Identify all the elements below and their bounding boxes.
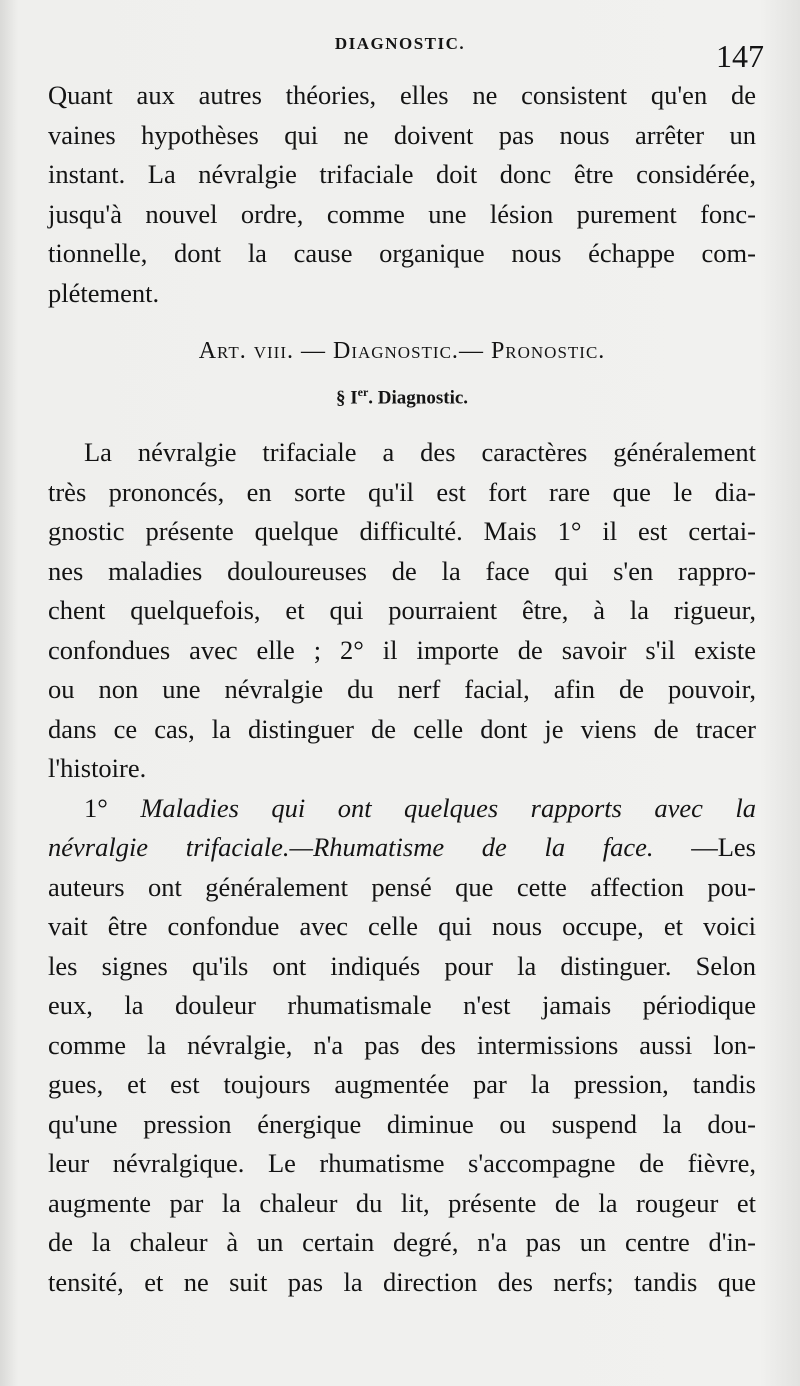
- page-body: [48, 76, 756, 1302]
- italic-heading-part1: Maladies qui ont quelques rapports avec la: [140, 792, 757, 823]
- article-title-pronostic: Pronostic.: [490, 338, 606, 364]
- text-line: chent quelquefois, et qui pourraient être, à la rigueur,: [48, 595, 756, 626]
- text-line: La névralgie trifaciale a des caractères généralement: [84, 437, 756, 468]
- text-line: gnostic présente quelque difficulté. Mais 1° il est certai-: [48, 516, 756, 547]
- text-line: Quant aux autres théories, elles ne consistent qu'en de: [48, 80, 756, 110]
- text-line: les signes qu'ils ont indiqués pour la distinguer. Selon: [48, 950, 756, 981]
- text-line: confondues avec elle ; 2° il importe de savoir s'il existe: [48, 634, 756, 665]
- text-line: plétement.: [48, 277, 160, 308]
- text-line: ou non une névralgie du nerf facial, afin de pouvoir,: [48, 674, 756, 705]
- text-line: de la chaleur à un certain degré, n'a pas un centre d'in-: [48, 1227, 756, 1258]
- item-number: 1°: [84, 792, 108, 823]
- section-heading: [48, 377, 756, 413]
- section-title: . Diagnostic.: [368, 387, 469, 409]
- article-heading: [48, 331, 756, 371]
- text-line: vait être confondue avec celle qui nous occupe, et voici: [48, 911, 756, 942]
- text-line: gues, et est toujours augmentée par la pression, tandis: [48, 1069, 756, 1100]
- section-symbol: §: [335, 387, 346, 409]
- text-line: comme la névralgie, n'a pas des intermissions aussi lon-: [48, 1029, 756, 1060]
- running-title: DIAGNOSTIC.: [334, 34, 466, 53]
- text-line: l'histoire.: [48, 753, 147, 784]
- text-line-italic-heading: [48, 828, 756, 868]
- article-separator: —: [458, 338, 484, 364]
- paragraph-diagnostic: [48, 433, 756, 789]
- text-line: qu'une pression énergique diminue ou suspend la dou-: [48, 1108, 756, 1139]
- text-line: jusqu'à nouvel ordre, comme une lésion purement fonc-: [48, 198, 756, 229]
- text-line: dans ce cas, la distinguer de celle dont je viens de tracer: [48, 713, 756, 744]
- text-line: tensité, et ne suit pas la direction des nerfs; tandis que: [48, 1266, 756, 1297]
- text-line: nes maladies douloureuses de la face qui s'en rappro-: [48, 555, 756, 586]
- section-superscript: er: [357, 385, 369, 399]
- text-line: vaines hypothèses qui ne doivent pas nous arrêter un: [48, 119, 756, 150]
- page-number: 147: [716, 38, 764, 74]
- text-continuation: —Les: [653, 832, 756, 863]
- text-line: eux, la douleur rhumatismale n'est jamais périodique: [48, 990, 756, 1021]
- text-line-italic-heading: [48, 789, 756, 829]
- text-line: leur névralgique. Le rhumatisme s'accompagne de fièvre,: [48, 1148, 756, 1179]
- text-line: très prononcés, en sorte qu'il est fort rare que le dia-: [48, 476, 756, 507]
- article-title-diagnostic: Diagnostic.: [332, 338, 459, 364]
- text-line: augmente par la chaleur du lit, présente de la rougeur et: [48, 1187, 756, 1218]
- paragraph-rhumatisme: [48, 789, 756, 1303]
- text-line: tionnelle, dont la cause organique nous échappe com-: [48, 238, 756, 268]
- italic-heading-part2: névralgie trifaciale.—Rhumatisme de la face.: [48, 832, 654, 863]
- text-line: auteurs ont généralement pensé que cette affection pou-: [48, 871, 756, 902]
- section-number: I: [350, 387, 358, 409]
- paragraph-intro: [48, 76, 756, 313]
- article-prefix: Art. viii. —: [198, 338, 326, 364]
- text-line: instant. La névralgie trifaciale doit donc être considérée,: [48, 159, 756, 189]
